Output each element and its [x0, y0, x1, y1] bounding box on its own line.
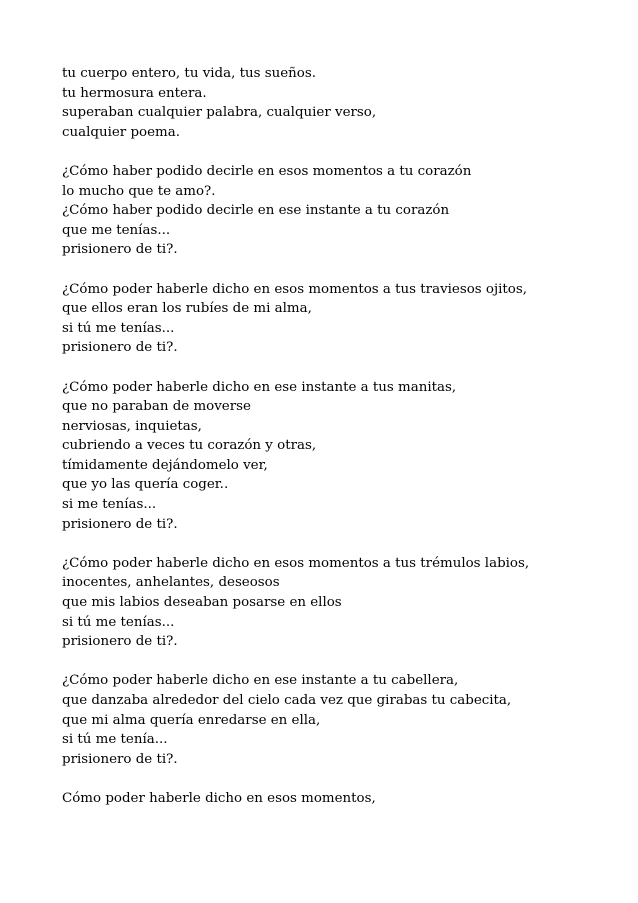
poem-line: que no paraban de moverse	[62, 399, 251, 415]
poem-line: que mi alma quería enredarse en ella,	[62, 712, 321, 728]
poem-line: prisionero de ti?.	[62, 242, 178, 258]
poem-line: si tú me tenías...	[62, 320, 175, 336]
poem-line: tu cuerpo entero, tu vida, tus sueños.	[62, 66, 316, 81]
poem-line: que yo las quería coger..	[62, 477, 229, 493]
poem-line: prisionero de ti?.	[62, 340, 178, 356]
poem-line: que me tenías...	[62, 222, 171, 238]
poem-line: ¿Cómo poder haberle dicho en esos momentos a tus trémulos labios,	[62, 555, 530, 571]
poem-line: si tú me tenía...	[62, 732, 168, 748]
poem-line: nerviosas, inquietas,	[62, 418, 202, 434]
poem-line: prisionero de ti?.	[62, 516, 178, 532]
poem-line: ¿Cómo poder haberle dicho en esos momentos a tus traviesos ojitos,	[62, 281, 527, 297]
poem-line: ¿Cómo poder haberle dicho en ese instante a tu cabellera,	[62, 673, 459, 689]
poem-line: superaban cualquier palabra, cualquier verso,	[62, 105, 377, 121]
poem-line: prisionero de ti?.	[62, 751, 178, 767]
poem-line: cualquier poema.	[62, 124, 180, 140]
poem-line: tímidamente dejándomelo ver,	[62, 457, 268, 473]
poem-line: ¿Cómo poder haberle dicho en ese instante a tus manitas,	[62, 379, 457, 395]
poem-line: ¿Cómo haber podido decirle en ese instante a tu corazón	[62, 203, 450, 219]
poem-line: prisionero de ti?.	[62, 634, 178, 650]
poem-line: inocentes, anhelantes, deseosos	[62, 575, 280, 591]
poem-line: tu hermosura entera.	[62, 85, 207, 101]
poem-line: si tú me tenías...	[62, 614, 175, 630]
stanza	[62, 671, 622, 769]
poem-line: que mis labios deseaban posarse en ellos	[62, 595, 342, 611]
poem-line: cubriendo a veces tu corazón y otras,	[62, 438, 317, 454]
stanza	[62, 64, 622, 142]
poem-line: que danzaba alrededor del cielo cada vez que girabas tu cabecita,	[62, 693, 512, 708]
stanza	[62, 554, 622, 652]
stanza	[62, 378, 622, 535]
stanza	[62, 789, 622, 809]
poem-line: lo mucho que te amo?.	[62, 183, 216, 199]
poem-line: Cómo poder haberle dicho en esos momentos,	[62, 790, 376, 806]
poem-line: si me tenías...	[62, 497, 157, 513]
poem-line: que ellos eran los rubíes de mi alma,	[62, 301, 312, 317]
poem-line: ¿Cómo haber podido decirle en esos momentos a tu corazón	[62, 163, 472, 179]
poem-text	[62, 64, 622, 828]
stanza	[62, 280, 622, 358]
stanza	[62, 162, 622, 260]
